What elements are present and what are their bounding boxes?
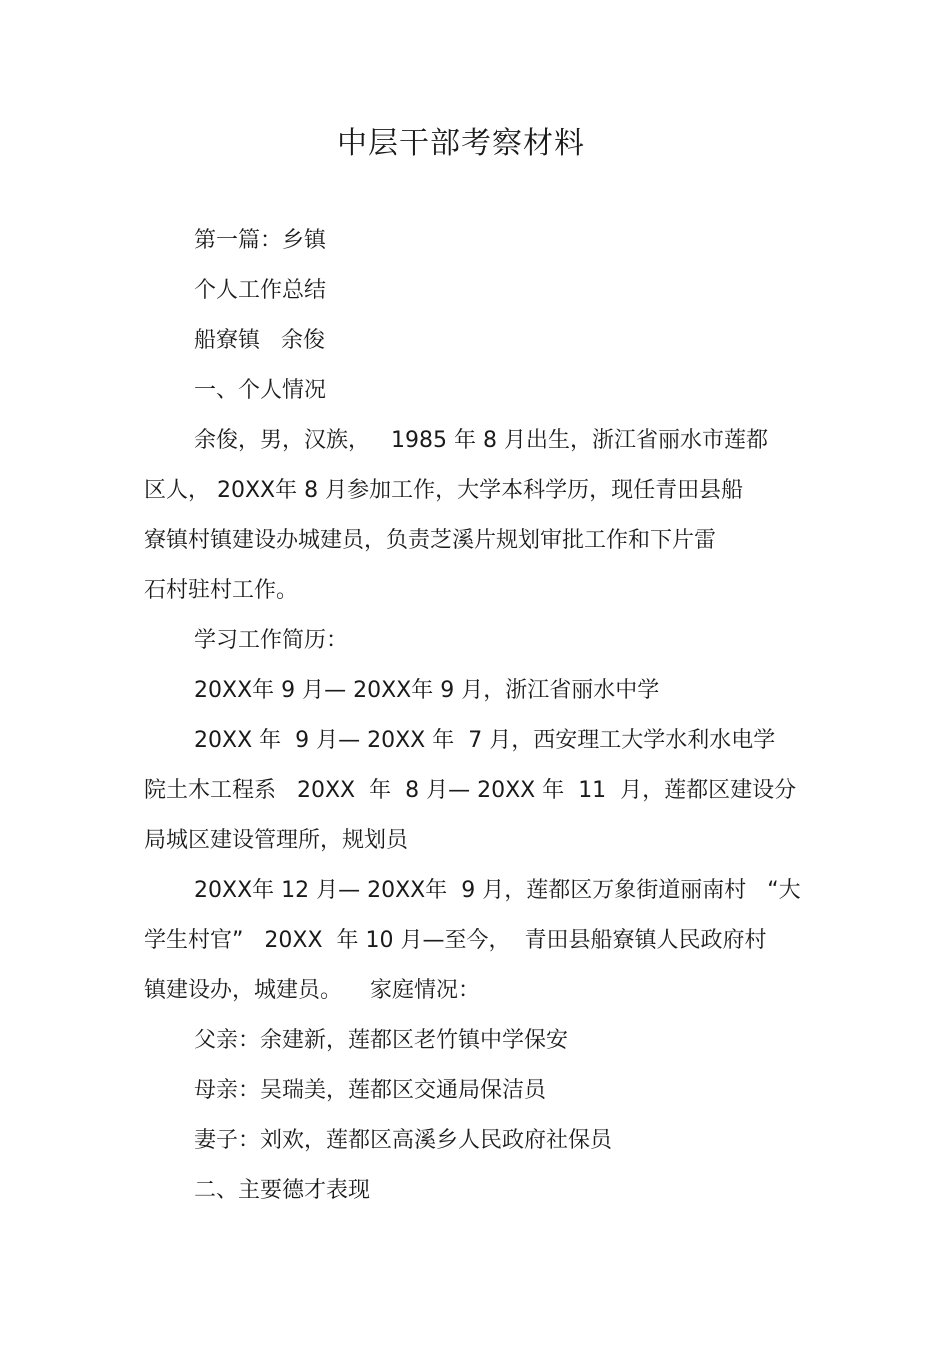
text-line: 个人工作总结	[194, 278, 327, 303]
text-line: 母亲：吴瑞美，莲都区交通局保洁员	[194, 1078, 547, 1103]
document-title: 中层干部考察材料	[337, 126, 585, 161]
text-line: 学生村官” 20XX 年 10 月—至今， 青田县船寮镇人民政府村	[144, 928, 767, 953]
text-line: 寮镇村镇建设办城建员，负责芝溪片规划审批工作和下片雷	[144, 528, 717, 553]
text-line: 船寮镇 余俊	[194, 328, 325, 353]
text-line: 父亲：余建新，莲都区老竹镇中学保安	[194, 1028, 569, 1053]
text-line: 妻子：刘欢，莲都区高溪乡人民政府社保员	[194, 1128, 613, 1153]
text-line: 镇建设办，城建员。 家庭情况：	[144, 978, 480, 1003]
text-line: 二、主要德才表现	[194, 1178, 371, 1203]
text-line: 20XX 年 9 月— 20XX 年 7 月，西安理工大学水利水电学	[194, 728, 776, 753]
text-line: 学习工作简历：	[194, 628, 349, 653]
text-line: 一、个人情况	[194, 378, 327, 403]
text-line: 余俊，男，汉族， 1985 年 8 月出生，浙江省丽水市莲都	[194, 428, 768, 453]
text-line: 院土木工程系 20XX 年 8 月— 20XX 年 11 月，莲都区建设分	[144, 778, 797, 803]
text-line: 20XX年 9 月— 20XX年 9 月，浙江省丽水中学	[194, 678, 660, 703]
text-line: 石村驻村工作。	[144, 578, 299, 603]
text-line: 20XX年 12 月— 20XX年 9 月，莲都区万象街道丽南村 “大	[194, 878, 801, 903]
text-line: 局城区建设管理所，规划员	[144, 828, 409, 853]
text-line: 区人， 20XX年 8 月参加工作，大学本科学历，现任青田县船	[144, 478, 744, 503]
text-line: 第一篇：乡镇	[194, 228, 327, 253]
